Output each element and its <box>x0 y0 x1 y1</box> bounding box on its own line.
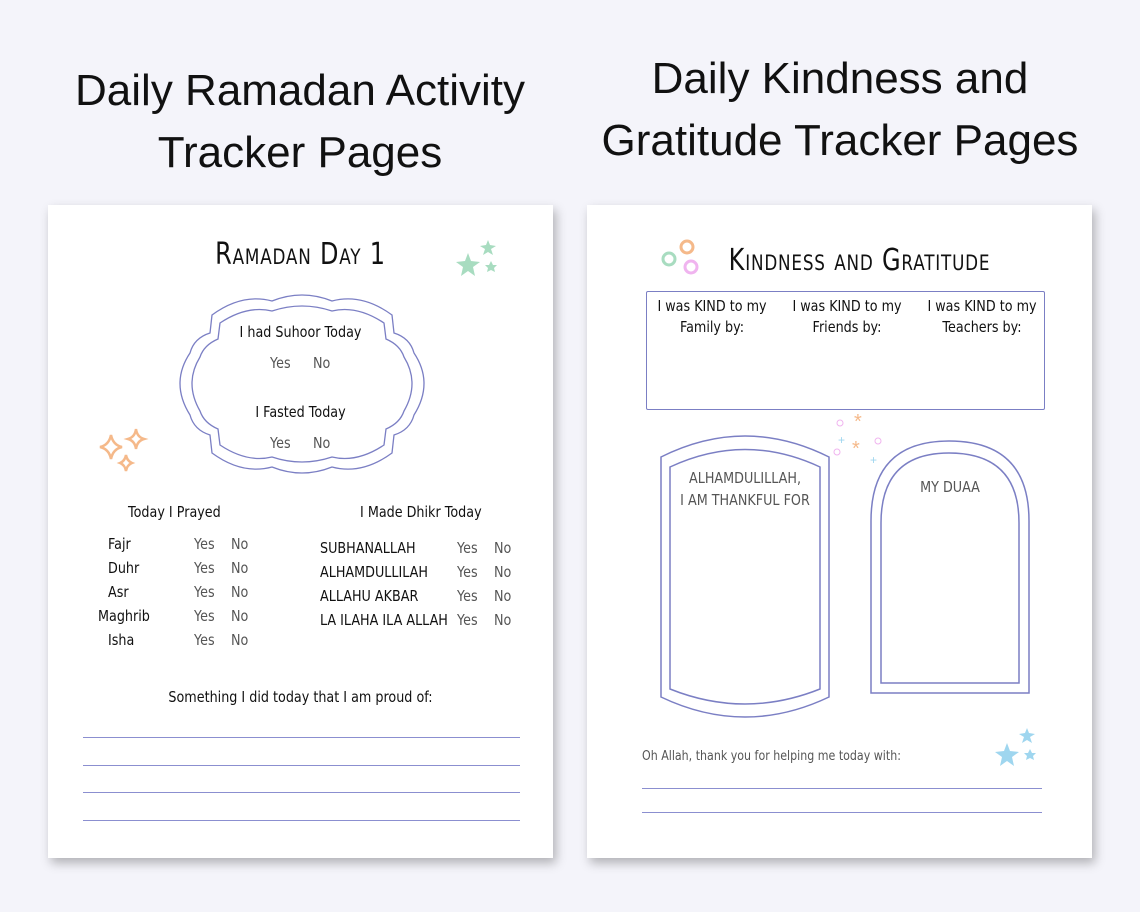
kind-friends <box>792 296 903 338</box>
kind-label: I was KIND to my <box>657 297 767 315</box>
no-option[interactable]: No <box>494 611 512 629</box>
no-option[interactable]: No <box>231 559 249 577</box>
writing-line[interactable] <box>83 820 520 821</box>
yes-option[interactable]: Yes <box>457 563 478 581</box>
prayer-label: Isha <box>108 631 135 649</box>
fasted-yes[interactable]: Yes <box>270 434 291 452</box>
kind-label: I was KIND to my <box>792 297 902 315</box>
no-option[interactable]: No <box>494 539 512 557</box>
proud-prompt: Something I did today that I am proud of: <box>168 688 433 706</box>
sparkles-icon <box>98 427 148 477</box>
thank-prompt: Oh Allah, thank you for helping me today with: <box>642 749 901 764</box>
yes-option[interactable]: Yes <box>194 631 215 649</box>
yes-option[interactable]: Yes <box>194 559 215 577</box>
fasted-no[interactable]: No <box>313 434 331 452</box>
svg-text:+: + <box>870 453 878 467</box>
decorative-frame <box>172 293 432 475</box>
thankful-line: ALHAMDULILLAH, <box>688 469 802 487</box>
yes-option[interactable]: Yes <box>194 607 215 625</box>
no-option[interactable]: No <box>494 563 512 581</box>
kind-label: I was KIND to my <box>927 297 1037 315</box>
yes-option[interactable]: Yes <box>457 611 478 629</box>
heading-line: Daily Ramadan Activity <box>75 66 525 115</box>
no-option[interactable]: No <box>231 583 249 601</box>
thankful-label <box>672 467 818 511</box>
heading-line: Daily Kindness and <box>651 54 1029 103</box>
duaa-label: MY DUAA <box>920 478 980 496</box>
yes-option[interactable]: Yes <box>194 583 215 601</box>
page-title: Ramadan Day 1 <box>215 237 386 272</box>
prayer-label: Duhr <box>108 559 140 577</box>
fasted-question: I Fasted Today <box>255 403 346 421</box>
left-heading <box>40 60 560 184</box>
prayer-label: Fajr <box>108 535 131 553</box>
writing-line[interactable] <box>642 812 1042 813</box>
no-option[interactable]: No <box>231 607 249 625</box>
yes-option[interactable]: Yes <box>457 587 478 605</box>
dhikr-label: ALHAMDULLILAH <box>320 563 428 581</box>
thankful-line: I AM THANKFUL FOR <box>680 491 810 509</box>
prayer-label: Maghrib <box>98 607 150 625</box>
heading-line: Tracker Pages <box>157 128 443 177</box>
page-title: Kindness and Gratitude <box>728 243 991 278</box>
kind-teachers <box>927 296 1038 338</box>
suhoor-no[interactable]: No <box>313 354 331 372</box>
writing-line[interactable] <box>83 737 520 738</box>
kindness-page <box>587 205 1092 858</box>
no-option[interactable]: No <box>231 631 249 649</box>
yes-option[interactable]: Yes <box>194 535 215 553</box>
svg-text:*: * <box>852 438 860 460</box>
suhoor-question: I had Suhoor Today <box>239 323 362 341</box>
stars-icon <box>992 725 1042 770</box>
dhikr-title: I Made Dhikr Today <box>360 503 482 521</box>
no-option[interactable]: No <box>231 535 249 553</box>
stars-icon <box>453 235 503 280</box>
suhoor-yes[interactable]: Yes <box>270 354 291 372</box>
kind-label: Family by: <box>679 318 745 336</box>
yes-option[interactable]: Yes <box>457 539 478 557</box>
svg-text:*: * <box>854 411 862 433</box>
no-option[interactable]: No <box>494 587 512 605</box>
prayed-title: Today I Prayed <box>128 503 221 521</box>
writing-line[interactable] <box>83 792 520 793</box>
kind-family <box>657 296 768 338</box>
dhikr-label: SUBHANALLAH <box>320 539 416 557</box>
writing-line[interactable] <box>642 788 1042 789</box>
ramadan-page <box>48 205 553 858</box>
dhikr-label: LA ILAHA ILA ALLAH <box>320 611 448 629</box>
dhikr-label: ALLAHU AKBAR <box>320 587 419 605</box>
prayer-label: Asr <box>108 583 129 601</box>
heading-line: Gratitude Tracker Pages <box>601 116 1079 165</box>
kind-label: Friends by: <box>812 318 882 336</box>
svg-text:+: + <box>838 433 846 447</box>
kind-label: Teachers by: <box>942 318 1022 336</box>
right-heading <box>580 48 1100 172</box>
writing-line[interactable] <box>83 765 520 766</box>
